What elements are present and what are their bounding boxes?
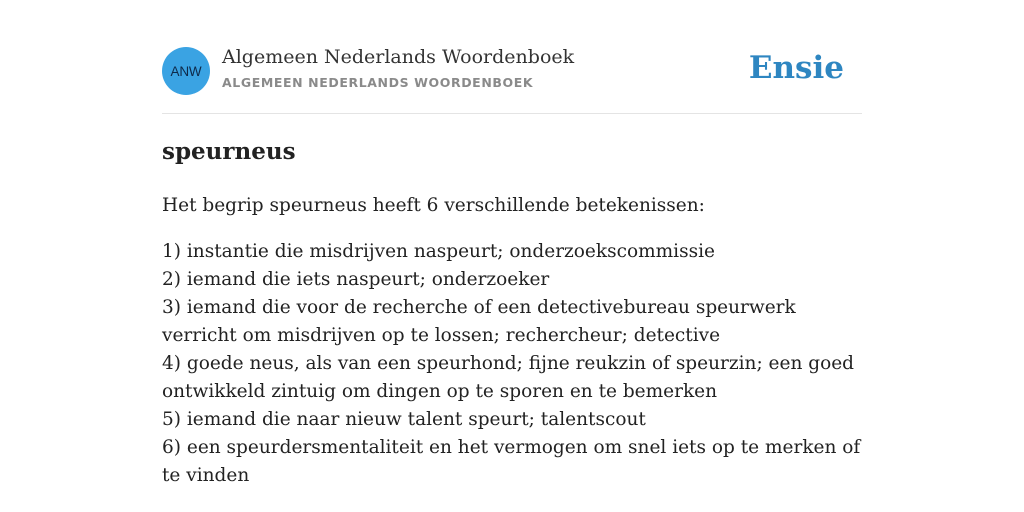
anw-logo-icon[interactable]: ANW — [162, 47, 210, 95]
page-title: speurneus — [162, 138, 296, 165]
definition-item: 6) een speurdersmentaliteit en het vermogen om snel iets op te merken of te vinden — [162, 437, 861, 486]
intro-text: Het begrip speurneus heeft 6 verschillende betekenissen: — [162, 195, 705, 216]
definition-item: 2) iemand die iets naspeurt; onderzoeker — [162, 269, 550, 290]
definition-list — [162, 238, 862, 490]
source-title[interactable]: Algemeen Nederlands Woordenboek — [222, 46, 575, 68]
definition-item: 1) instantie die misdrijven naspeurt; onderzoekscommissie — [162, 241, 715, 262]
ensie-logo-link[interactable]: Ensie — [748, 50, 844, 86]
header-divider — [162, 113, 862, 114]
definition-item: 3) iemand die voor de recherche of een detectivebureau speurwerk verricht om misdrijven op te lossen; rechercheur; detective — [162, 297, 796, 346]
source-subtitle: ALGEMEEN NEDERLANDS WOORDENBOEK — [222, 75, 534, 90]
definition-item: 4) goede neus, als van een speurhond; fijne reukzin of speurzin; een goed ontwikkeld zintuig om dingen op te sporen en te bemerken — [162, 353, 855, 402]
header — [162, 46, 862, 96]
definition-item: 5) iemand die naar nieuw talent speurt; talentscout — [162, 409, 646, 430]
